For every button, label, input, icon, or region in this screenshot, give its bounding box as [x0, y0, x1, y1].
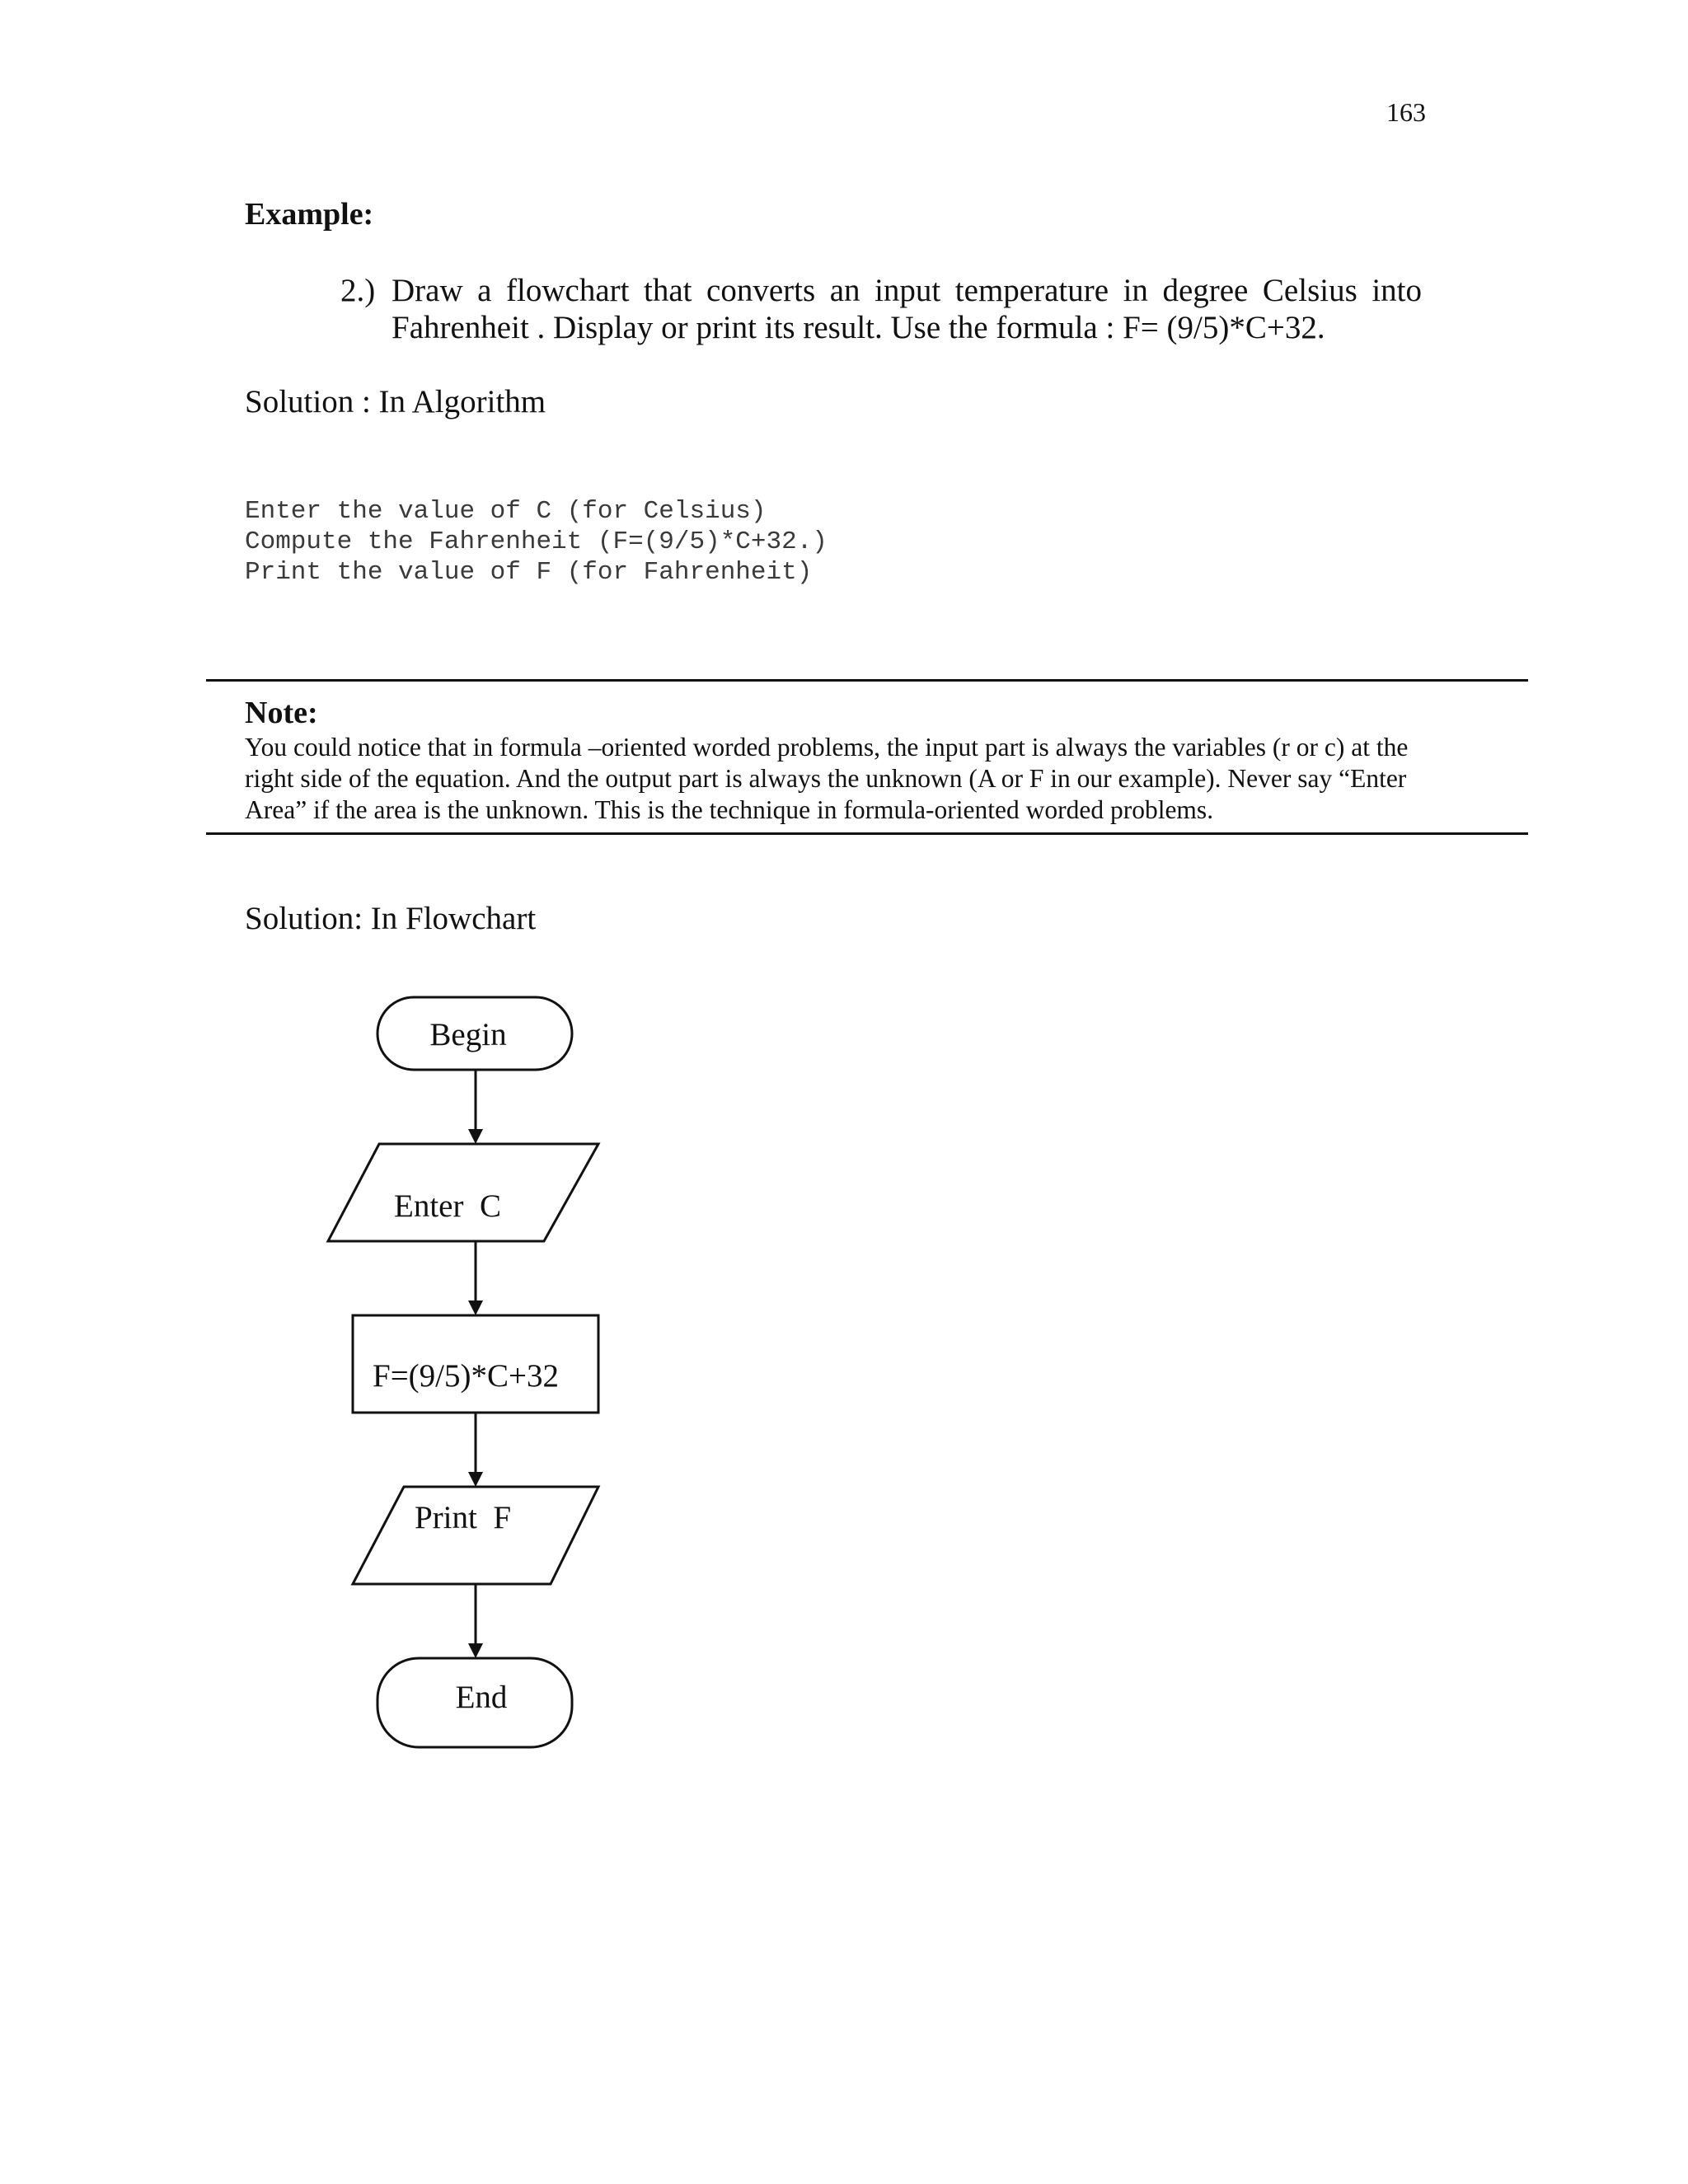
end-label: End: [455, 1680, 508, 1715]
algorithm-line-3: Print the value of F (for Fahrenheit): [245, 558, 813, 587]
input-parallelogram: [328, 1144, 598, 1241]
process-label: F=(9/5)*C+32: [373, 1358, 560, 1394]
arrow-begin-to-input: [468, 1070, 483, 1144]
algorithm-heading: Solution : In Algorithm: [245, 384, 546, 419]
output-parallelogram: [353, 1487, 598, 1584]
arrow-process-to-output: [468, 1413, 483, 1487]
flowchart-heading: Solution: In Flowchart: [245, 901, 537, 936]
begin-label: Begin: [429, 1017, 507, 1052]
note-heading: Note:: [245, 696, 318, 730]
end-terminator: [377, 1658, 572, 1747]
process-rectangle: [353, 1315, 598, 1413]
problem-statement: Draw a flowchart that converts an input temperature in degree Celsius into Fahrenheit . Display or print its result. Use the formula : F= (9/5)*C+32.: [392, 273, 1422, 345]
arrow-input-to-process: [468, 1241, 483, 1315]
output-label: Print F: [415, 1500, 512, 1535]
page-number: 163: [1386, 97, 1426, 127]
example-heading: Example:: [245, 197, 374, 232]
algorithm-line-1: Enter the value of C (for Celsius): [245, 497, 767, 526]
problem-number: 2.): [340, 273, 376, 308]
note-text: You could notice that in formula –oriented worded problems, the input part is always the variables (r or c) at the right side of the equation. And the output part is always the unknown (A or F in our example). Never say “Enter Area” if the area is the unknown. This is the technique in formula-oriented worded problems.: [245, 733, 1409, 824]
algorithm-line-2: Compute the Fahrenheit (F=(9/5)*C+32.): [245, 527, 828, 556]
arrow-output-to-end: [468, 1584, 483, 1658]
input-label: Enter C: [394, 1188, 501, 1224]
begin-terminator: [377, 997, 572, 1070]
